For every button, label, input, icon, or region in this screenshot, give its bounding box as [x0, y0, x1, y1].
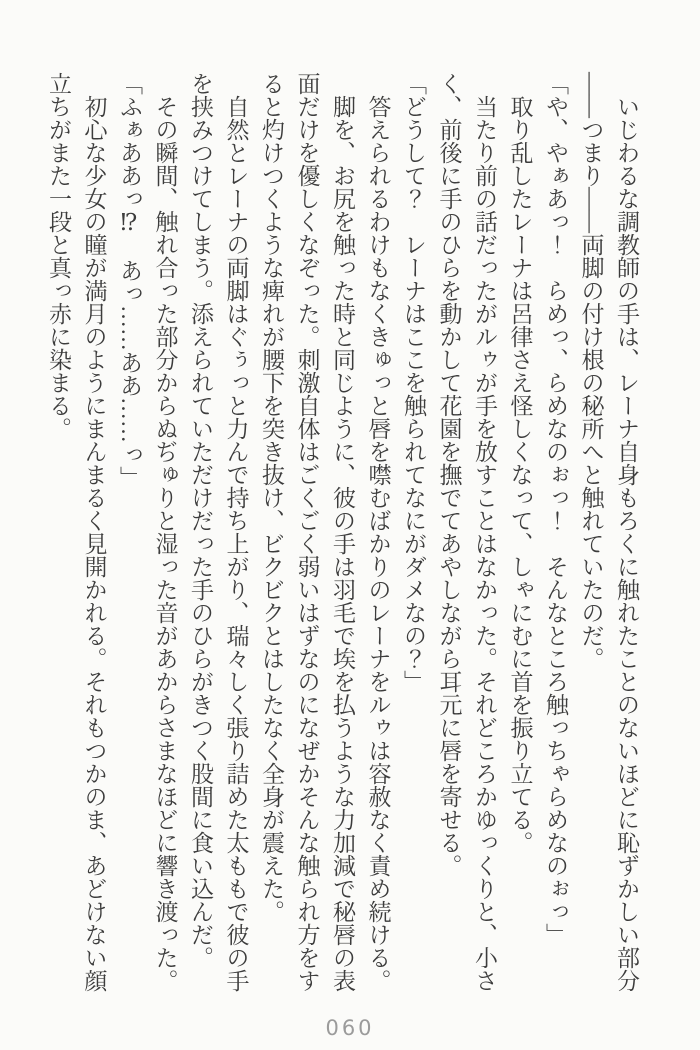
paragraph-dialogue: 「どうして？ レーナはここを触られてなにがダメなの？」	[401, 72, 426, 693]
paragraph: 取り乱したレーナは呂律さえ怪しくなって、しゃにむに首を振り立てる。	[507, 95, 533, 854]
paragraph-dialogue: 「ふぁああっ⁉ あっ……ああ……っ」	[117, 72, 142, 489]
paragraph: 答えられるわけもなくきゅっと唇を噤むばかりのレーナをルゥは容赦なく責め続ける。	[365, 95, 391, 992]
paragraph-dialogue: 「や、やぁあっ！ らめっ、らめなのぉっ！ そんなところ触っちゃらめなのぉっ」	[543, 72, 568, 946]
paragraph: 脚を、お尻を触った時と同じように、彼の手は羽毛で埃を払うような力加減で秘唇の表面だけを優しくなぞった。刺激自体はごくごく弱いはずなのになぜかそんな触られ方をすると灼けつくような痺れが腰下を突き抜け、ビクビクとはしたなく全身が震えた。	[259, 72, 355, 992]
paragraph: 自然とレーナの両脚はぐぅっと力んで持ち上がり、瑞々しく張り詰めた太ももで彼の手を挟みつけてしまう。添えられていただけだった手のひらがきつく股間に食い込んだ。	[188, 72, 249, 992]
paragraph: 当たり前の話だったがルゥが手を放すことはなかった。それどころかゆっくりと、小さく、前後に手のひらを動かして花園を撫でてあやしながら耳元に唇を寄せる。	[436, 72, 497, 992]
paragraph: 初心な少女の瞳が満月のようにまんまるく見開かれる。それもつかのま、あどけない顔立ちがまた一段と真っ赤に染まる。	[46, 72, 107, 992]
paragraph: その瞬間、触れ合った部分からぬぢゅりと湿った音があからさまなほどに響き渡った。	[152, 95, 178, 992]
page-number: 060	[325, 1016, 375, 1040]
paragraph: いじわるな調教師の手は、レーナ自身もろくに触れたことのないほどに恥ずかしい部分――つまり――両脚の付け根の秘所へと触れていたのだ。	[578, 72, 639, 992]
novel-text-block	[40, 72, 644, 992]
